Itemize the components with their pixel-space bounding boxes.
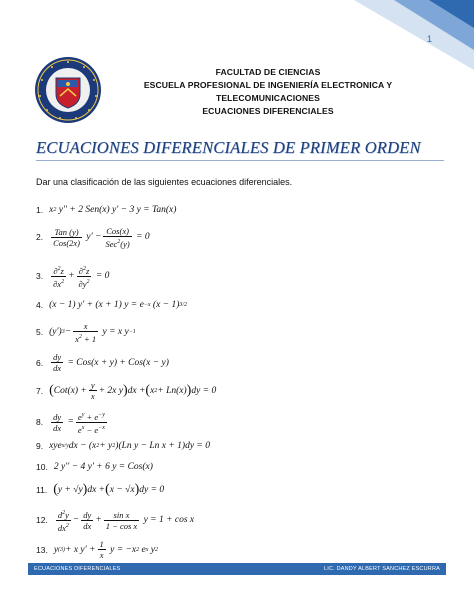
equation-number: 1. [36, 205, 44, 215]
corner-decoration [334, 0, 474, 70]
page-footer [28, 563, 446, 575]
equation-number: 13. [36, 544, 48, 555]
equation-formula: $\frac{dy}{dx}$ = $\frac{e^y + e^{-y}}{e^x - e^{-x}}$ [53, 411, 105, 435]
equation-item [36, 441, 210, 451]
equation-formula: x 2 y′′ + 2 Sen(x) y′ − 3 y = Tan(x) [49, 205, 177, 215]
equation-formula: ( Cot(x) + $\frac{y}{x}$ + 2x y ) dx + ( x 2 + Ln(x) ) dy = 0 [49, 380, 217, 401]
header-school-cont: TELECOMUNICACIONES [216, 93, 320, 103]
equation-item [36, 226, 150, 249]
equation-formula: 2 y′′ − 4 y′ + 6 y = Cos(x) [53, 462, 153, 472]
equation-number: 3. [36, 271, 44, 282]
equation-item [36, 205, 176, 215]
equation-item [36, 462, 153, 472]
header-school: ESCUELA PROFESIONAL DE INGENIERÍA ELECTRONICA Y [143, 80, 393, 90]
equation-number: 6. [36, 357, 44, 368]
equation-item [36, 300, 187, 310]
equation-item [36, 482, 165, 497]
equation-number: 9. [36, 441, 44, 451]
equation-item [36, 539, 158, 560]
equation-number: 7. [36, 385, 44, 396]
equation-item [36, 321, 136, 344]
equation-formula: $\frac{\text{Tan (y)}}{\text{Cos(2x)}}$ y′ − $\frac{\text{Cos(x)}}{Sec^2(y)}$ = 0 [53, 226, 150, 249]
equation-item [36, 352, 169, 373]
header-course: ECUACIONES DIFERENCIALES [202, 106, 334, 116]
equation-number: 12. [36, 515, 48, 526]
header-faculty: FACULTAD DE CIENCIAS [215, 67, 321, 77]
equation-formula: (y′) 3 − $\frac{x}{x^2 + 1}$ y = x y −1 [49, 321, 136, 344]
equation-formula: y (3) + x y′ + $\frac{1}{x}$ y = −x 2 e x y 2 [53, 539, 159, 560]
equation-formula: $\frac{d^2y}{dx^2}$ − $\frac{dy}{dx}$ + $\frac{\text{sin x}}{\text{1 − cos x}}$ y = 1 + cos x [57, 509, 195, 533]
title-underline [36, 160, 444, 161]
footer-course: ECUACIONES DIFERENCIALES [34, 566, 121, 572]
equation-item [36, 508, 194, 533]
page-number: 1 [426, 34, 432, 44]
document-title: ECUACIONES DIFERENCIALES DE PRIMER ORDEN [36, 138, 421, 157]
equation-item [36, 380, 216, 401]
faculty-header [108, 66, 428, 118]
equation-formula: ( y + √y ) dx + ( x − √x ) dy = 0 [53, 482, 165, 497]
equation-number: 10. [36, 462, 48, 472]
equation-item [36, 410, 109, 435]
equation-formula: (x − 1) y′ + (x + 1) y = e −x (x − 1) 3/2 [49, 300, 188, 310]
equation-number: 8. [36, 417, 44, 428]
footer-author: LIC. DANDY ALBERT SANCHEZ ESCURRA [323, 566, 440, 572]
equation-formula: $\frac{\partial^2z}{\partial x^2}$ + $\frac{\partial^2z}{\partial y^2}$ = 0 [53, 265, 110, 289]
equation-formula: xye x/y dx − (x 2 + y 2 )(Ln y − Ln x + 1)dy = 0 [49, 441, 210, 451]
equation-number: 5. [36, 327, 44, 338]
equation-number: 2. [36, 232, 44, 243]
instruction-text: Dar una clasificación de las siguientes ecuaciones diferenciales. [36, 177, 293, 187]
equation-item [36, 264, 109, 289]
equation-number: 4. [36, 300, 44, 310]
university-seal-logo [34, 56, 102, 124]
equation-formula: $\frac{dy}{dx}$ = Cos(x + y) + Cos(x − y) [53, 352, 169, 373]
equation-number: 11. [36, 485, 48, 495]
